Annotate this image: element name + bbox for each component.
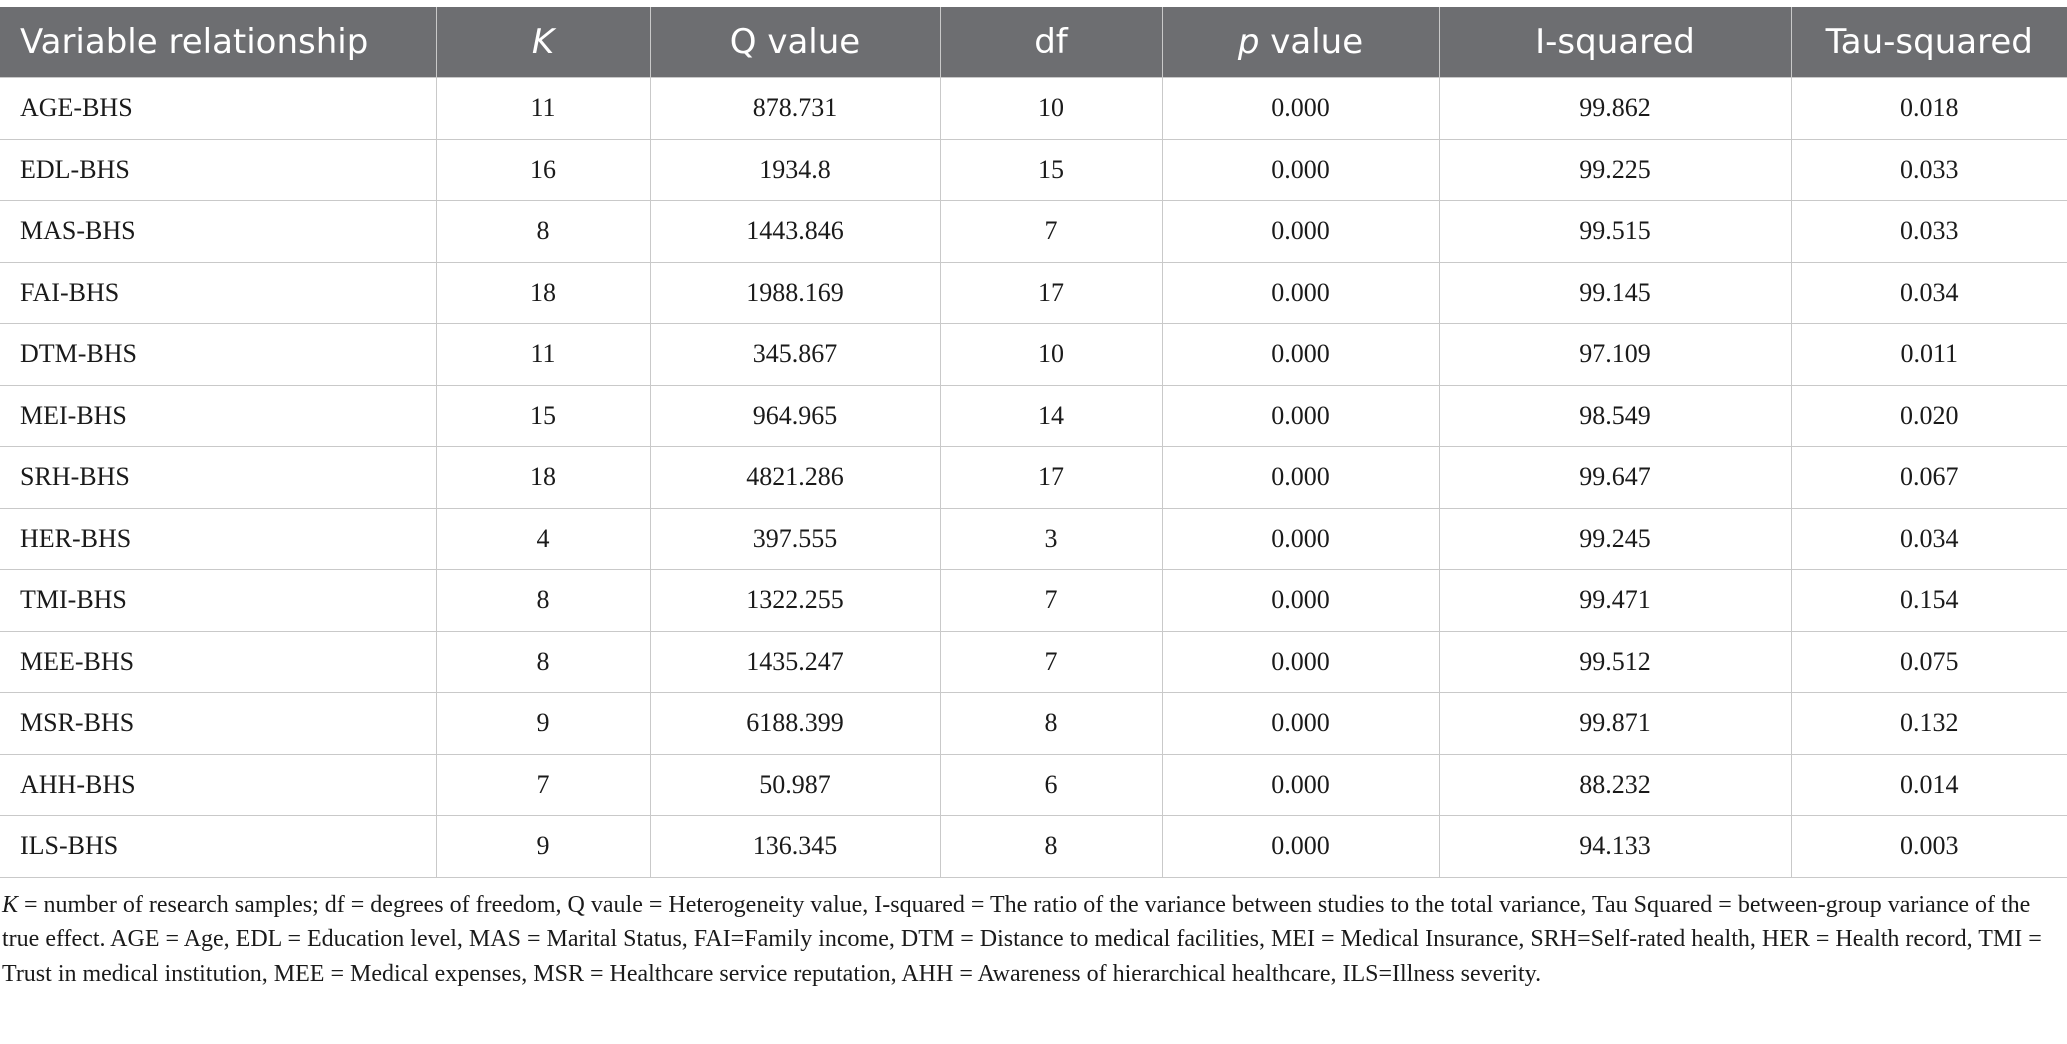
cell-p-value: 0.000 [1162,693,1439,755]
cell-tau-squared: 0.011 [1791,324,2067,386]
cell-p-value: 0.000 [1162,570,1439,632]
header-variable-relationship: Variable relationship [0,7,436,78]
cell-variable: EDL-BHS [0,139,436,201]
cell-variable: MAS-BHS [0,201,436,263]
cell-k: 4 [436,508,650,570]
cell-p-value: 0.000 [1162,447,1439,509]
cell-tau-squared: 0.034 [1791,508,2067,570]
cell-variable: MEI-BHS [0,385,436,447]
header-i-squared: I-squared [1439,7,1791,78]
cell-k: 9 [436,816,650,878]
cell-q-value: 1443.846 [650,201,940,263]
header-q-value: Q value [650,7,940,78]
table-body [0,78,2067,878]
table-row [0,447,2067,509]
table-row [0,631,2067,693]
cell-tau-squared: 0.014 [1791,754,2067,816]
cell-df: 17 [940,262,1162,324]
cell-q-value: 1988.169 [650,262,940,324]
cell-p-value: 0.000 [1162,78,1439,140]
cell-p-value: 0.000 [1162,201,1439,263]
table-row [0,570,2067,632]
cell-q-value: 878.731 [650,78,940,140]
cell-variable: AGE-BHS [0,78,436,140]
cell-q-value: 345.867 [650,324,940,386]
table-container [0,7,2067,991]
cell-i-squared: 99.225 [1439,139,1791,201]
cell-k: 8 [436,201,650,263]
cell-i-squared: 98.549 [1439,385,1791,447]
table-row [0,78,2067,140]
cell-q-value: 6188.399 [650,693,940,755]
cell-q-value: 136.345 [650,816,940,878]
cell-tau-squared: 0.033 [1791,139,2067,201]
cell-k: 11 [436,324,650,386]
cell-df: 3 [940,508,1162,570]
cell-df: 17 [940,447,1162,509]
cell-k: 9 [436,693,650,755]
cell-tau-squared: 0.154 [1791,570,2067,632]
cell-df: 8 [940,693,1162,755]
cell-variable: DTM-BHS [0,324,436,386]
cell-i-squared: 97.109 [1439,324,1791,386]
cell-df: 6 [940,754,1162,816]
cell-i-squared: 99.145 [1439,262,1791,324]
cell-tau-squared: 0.033 [1791,201,2067,263]
cell-variable: FAI-BHS [0,262,436,324]
cell-variable: TMI-BHS [0,570,436,632]
table-row [0,754,2067,816]
table-footnote [0,888,2067,992]
cell-i-squared: 88.232 [1439,754,1791,816]
cell-k: 11 [436,78,650,140]
header-k: K [436,7,650,78]
cell-q-value: 397.555 [650,508,940,570]
cell-q-value: 1934.8 [650,139,940,201]
cell-p-value: 0.000 [1162,508,1439,570]
cell-q-value: 1322.255 [650,570,940,632]
cell-q-value: 4821.286 [650,447,940,509]
cell-df: 15 [940,139,1162,201]
table-row [0,139,2067,201]
cell-i-squared: 99.647 [1439,447,1791,509]
table-row [0,262,2067,324]
cell-tau-squared: 0.132 [1791,693,2067,755]
cell-k: 8 [436,570,650,632]
header-p-value [1162,7,1439,78]
cell-variable: HER-BHS [0,508,436,570]
table-row [0,693,2067,755]
cell-df: 7 [940,631,1162,693]
cell-i-squared: 99.871 [1439,693,1791,755]
table-row [0,508,2067,570]
footnote-text: = number of research samples; df = degrees of freedom, Q vaule = Heterogeneity value, I-squared = The ratio of the variance between studies to the total variance, Tau Squared = between-group variance of the true effect. AGE = Age, EDL = Education level, MAS = Marital Status, FAI=Family income, DTM = Distance to medical facilities, MEI = Medical Insurance, SRH=Self-rated health, HER = Health record, TMI = Trust in medical institution, MEE = Medical expenses, MSR = Healthcare service reputation, AHH = Awareness of hierarchical healthcare, ILS=Illness severity. [2,891,2042,987]
cell-q-value: 1435.247 [650,631,940,693]
cell-df: 8 [940,816,1162,878]
cell-tau-squared: 0.020 [1791,385,2067,447]
cell-i-squared: 94.133 [1439,816,1791,878]
cell-i-squared: 99.471 [1439,570,1791,632]
table-row [0,385,2067,447]
header-df: df [940,7,1162,78]
cell-q-value: 50.987 [650,754,940,816]
cell-k: 18 [436,262,650,324]
cell-q-value: 964.965 [650,385,940,447]
cell-variable: AHH-BHS [0,754,436,816]
cell-tau-squared: 0.003 [1791,816,2067,878]
cell-df: 14 [940,385,1162,447]
cell-i-squared: 99.515 [1439,201,1791,263]
heterogeneity-table [0,7,2067,878]
cell-p-value: 0.000 [1162,139,1439,201]
cell-p-value: 0.000 [1162,754,1439,816]
cell-tau-squared: 0.018 [1791,78,2067,140]
cell-k: 7 [436,754,650,816]
cell-i-squared: 99.512 [1439,631,1791,693]
cell-p-value: 0.000 [1162,385,1439,447]
cell-i-squared: 99.245 [1439,508,1791,570]
footnote-k-symbol: K [2,891,19,918]
cell-variable: SRH-BHS [0,447,436,509]
cell-tau-squared: 0.034 [1791,262,2067,324]
cell-variable: ILS-BHS [0,816,436,878]
cell-variable: MEE-BHS [0,631,436,693]
cell-k: 8 [436,631,650,693]
table-row [0,324,2067,386]
cell-k: 18 [436,447,650,509]
header-p-symbol: p [1237,22,1260,62]
header-row [0,7,2067,78]
header-p-label: value [1259,22,1364,62]
cell-tau-squared: 0.067 [1791,447,2067,509]
cell-df: 7 [940,570,1162,632]
cell-p-value: 0.000 [1162,631,1439,693]
cell-tau-squared: 0.075 [1791,631,2067,693]
cell-p-value: 0.000 [1162,816,1439,878]
cell-variable: MSR-BHS [0,693,436,755]
table-row [0,816,2067,878]
cell-k: 16 [436,139,650,201]
cell-df: 7 [940,201,1162,263]
header-tau-squared: Tau-squared [1791,7,2067,78]
cell-p-value: 0.000 [1162,262,1439,324]
cell-k: 15 [436,385,650,447]
table-row [0,201,2067,263]
cell-df: 10 [940,324,1162,386]
cell-p-value: 0.000 [1162,324,1439,386]
cell-i-squared: 99.862 [1439,78,1791,140]
cell-df: 10 [940,78,1162,140]
